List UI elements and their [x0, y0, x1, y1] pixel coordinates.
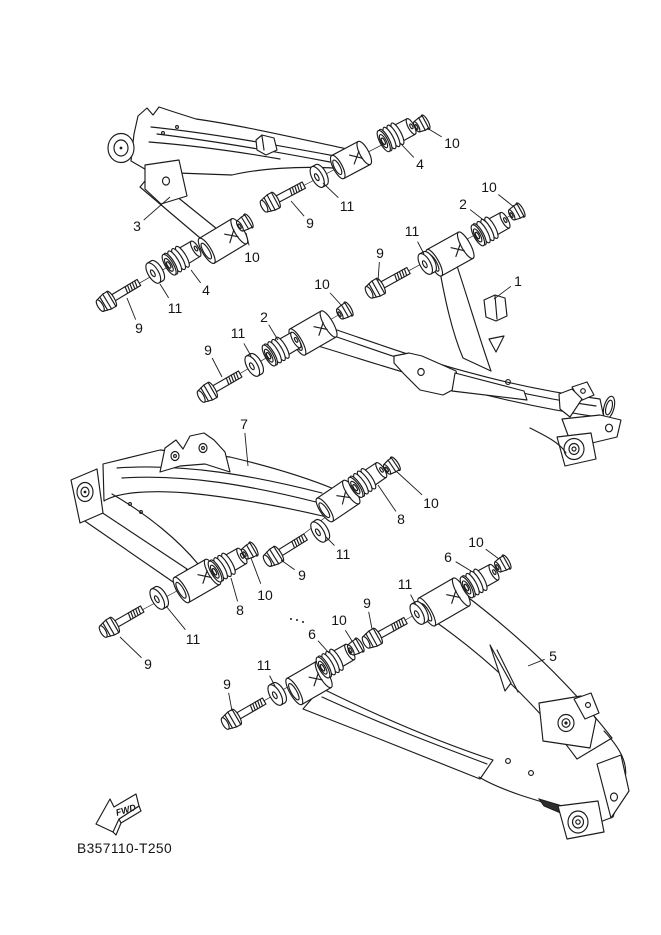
- arm3-front-eye-hole: [120, 147, 123, 150]
- callout-leader-26: [120, 637, 142, 658]
- upper-arm-right-part-1: [318, 263, 621, 466]
- flange-bolt: [97, 601, 147, 640]
- arm1-bracket: [394, 353, 460, 395]
- callout-leader-1: [401, 144, 414, 157]
- flange-bolt: [363, 263, 413, 301]
- pivot-cylinders: [167, 139, 477, 706]
- lower-arm-right-part-5: [290, 592, 629, 839]
- arm1-fin: [489, 336, 504, 352]
- arm7-left-hub-hole: [84, 491, 87, 494]
- callout-leader-31: [318, 641, 329, 653]
- callout-leader-8: [418, 242, 424, 254]
- callout-leader-12: [160, 284, 169, 298]
- callout-leader-14: [330, 293, 342, 306]
- callout-leader-0: [427, 128, 442, 137]
- bushing: [160, 237, 205, 277]
- flange-bolt: [219, 693, 269, 732]
- callout-label-10: 10: [468, 534, 484, 550]
- callout-label-5: 5: [549, 648, 557, 664]
- callout-leader-32: [345, 630, 352, 641]
- callout-label-10: 10: [331, 612, 347, 628]
- callout-leader-24: [231, 578, 238, 601]
- callout-label-11: 11: [397, 576, 413, 592]
- callout-label-4: 4: [416, 156, 424, 172]
- callout-label-3: 3: [133, 218, 141, 234]
- callout-leader-23: [251, 558, 261, 584]
- callout-label-11: 11: [335, 546, 351, 562]
- callout-label-8: 8: [397, 511, 405, 527]
- callout-label-6: 6: [444, 549, 452, 565]
- arm5-right-ear: [597, 755, 629, 818]
- callout-label-9: 9: [144, 656, 152, 672]
- arm1-hub-ring: [569, 444, 579, 455]
- callout-label-10: 10: [314, 276, 330, 292]
- callout-label-9: 9: [298, 567, 306, 583]
- callout-leader-11: [191, 270, 201, 283]
- callout-leader-17: [212, 358, 222, 377]
- flange-bolt: [94, 275, 144, 315]
- fwd-direction-arrow: [96, 794, 141, 835]
- callout-label-7: 7: [240, 416, 248, 432]
- arm5-dot: [290, 618, 292, 620]
- callout-label-9: 9: [223, 676, 231, 692]
- callout-label-11: 11: [230, 325, 246, 341]
- callout-label-9: 9: [363, 595, 371, 611]
- pivot-cylinder: [328, 139, 375, 180]
- callout-label-4: 4: [202, 282, 210, 298]
- callout-leader-25: [166, 606, 185, 630]
- callout-label-2: 2: [260, 309, 268, 325]
- arm5-center-hub-hole: [564, 721, 567, 724]
- callout-leader-2: [323, 183, 338, 198]
- callout-label-10: 10: [481, 179, 497, 195]
- callout-leader-16: [244, 343, 251, 356]
- callout-leader-20: [396, 471, 422, 495]
- callout-label-8: 8: [236, 602, 244, 618]
- callout-label-11: 11: [404, 223, 420, 239]
- callout-leader-13: [127, 298, 136, 320]
- callout-leader-9: [378, 262, 379, 281]
- arm3-bracket: [145, 160, 187, 204]
- callout-label-10: 10: [244, 249, 260, 265]
- callout-label-6: 6: [308, 626, 316, 642]
- washer: [242, 351, 266, 378]
- fwd-label: FWD: [114, 802, 138, 818]
- callout-label-9: 9: [376, 245, 384, 261]
- callout-label-10: 10: [423, 495, 439, 511]
- flange-bolt: [360, 613, 410, 651]
- arm5-web-hole: [506, 759, 511, 764]
- callout-label-9: 9: [306, 215, 314, 231]
- callout-leader-15: [269, 325, 278, 340]
- callout-leader-7: [470, 210, 486, 222]
- callout-leader-22: [281, 560, 295, 570]
- callout-label-11: 11: [256, 657, 272, 673]
- callout-label-1: 1: [514, 273, 522, 289]
- drawing-code: B357110-T250: [77, 841, 173, 856]
- bushing: [375, 114, 420, 153]
- arm7-rivet: [129, 503, 132, 506]
- callout-label-10: 10: [257, 587, 273, 603]
- callout-leader-21: [326, 537, 335, 546]
- flange-nut: [506, 202, 527, 223]
- callout-leader-3: [291, 201, 304, 216]
- arm5-dot: [302, 621, 304, 623]
- callout-label-9: 9: [135, 320, 143, 336]
- callout-leader-19: [378, 485, 396, 512]
- arm1-tube: [439, 263, 491, 371]
- callout-leader-27: [456, 562, 471, 571]
- callout-label-11: 11: [167, 300, 183, 316]
- callout-leader-30: [369, 612, 372, 629]
- callout-label-11: 11: [185, 631, 201, 647]
- callout-leader-6: [498, 194, 514, 207]
- callout-label-2: 2: [459, 196, 467, 212]
- callout-label-10: 10: [444, 135, 460, 151]
- flange-bolt: [258, 177, 308, 215]
- callout-label-9: 9: [204, 342, 212, 358]
- flange-nut: [334, 301, 355, 322]
- arm5-dot: [296, 619, 298, 621]
- callout-leader-34: [229, 693, 232, 711]
- callout-label-11: 11: [339, 198, 355, 214]
- bushing: [469, 208, 514, 247]
- arm5-web-hole: [529, 771, 534, 776]
- callout-leader-28: [486, 549, 499, 559]
- arm5-rear-hub-ring: [573, 816, 584, 828]
